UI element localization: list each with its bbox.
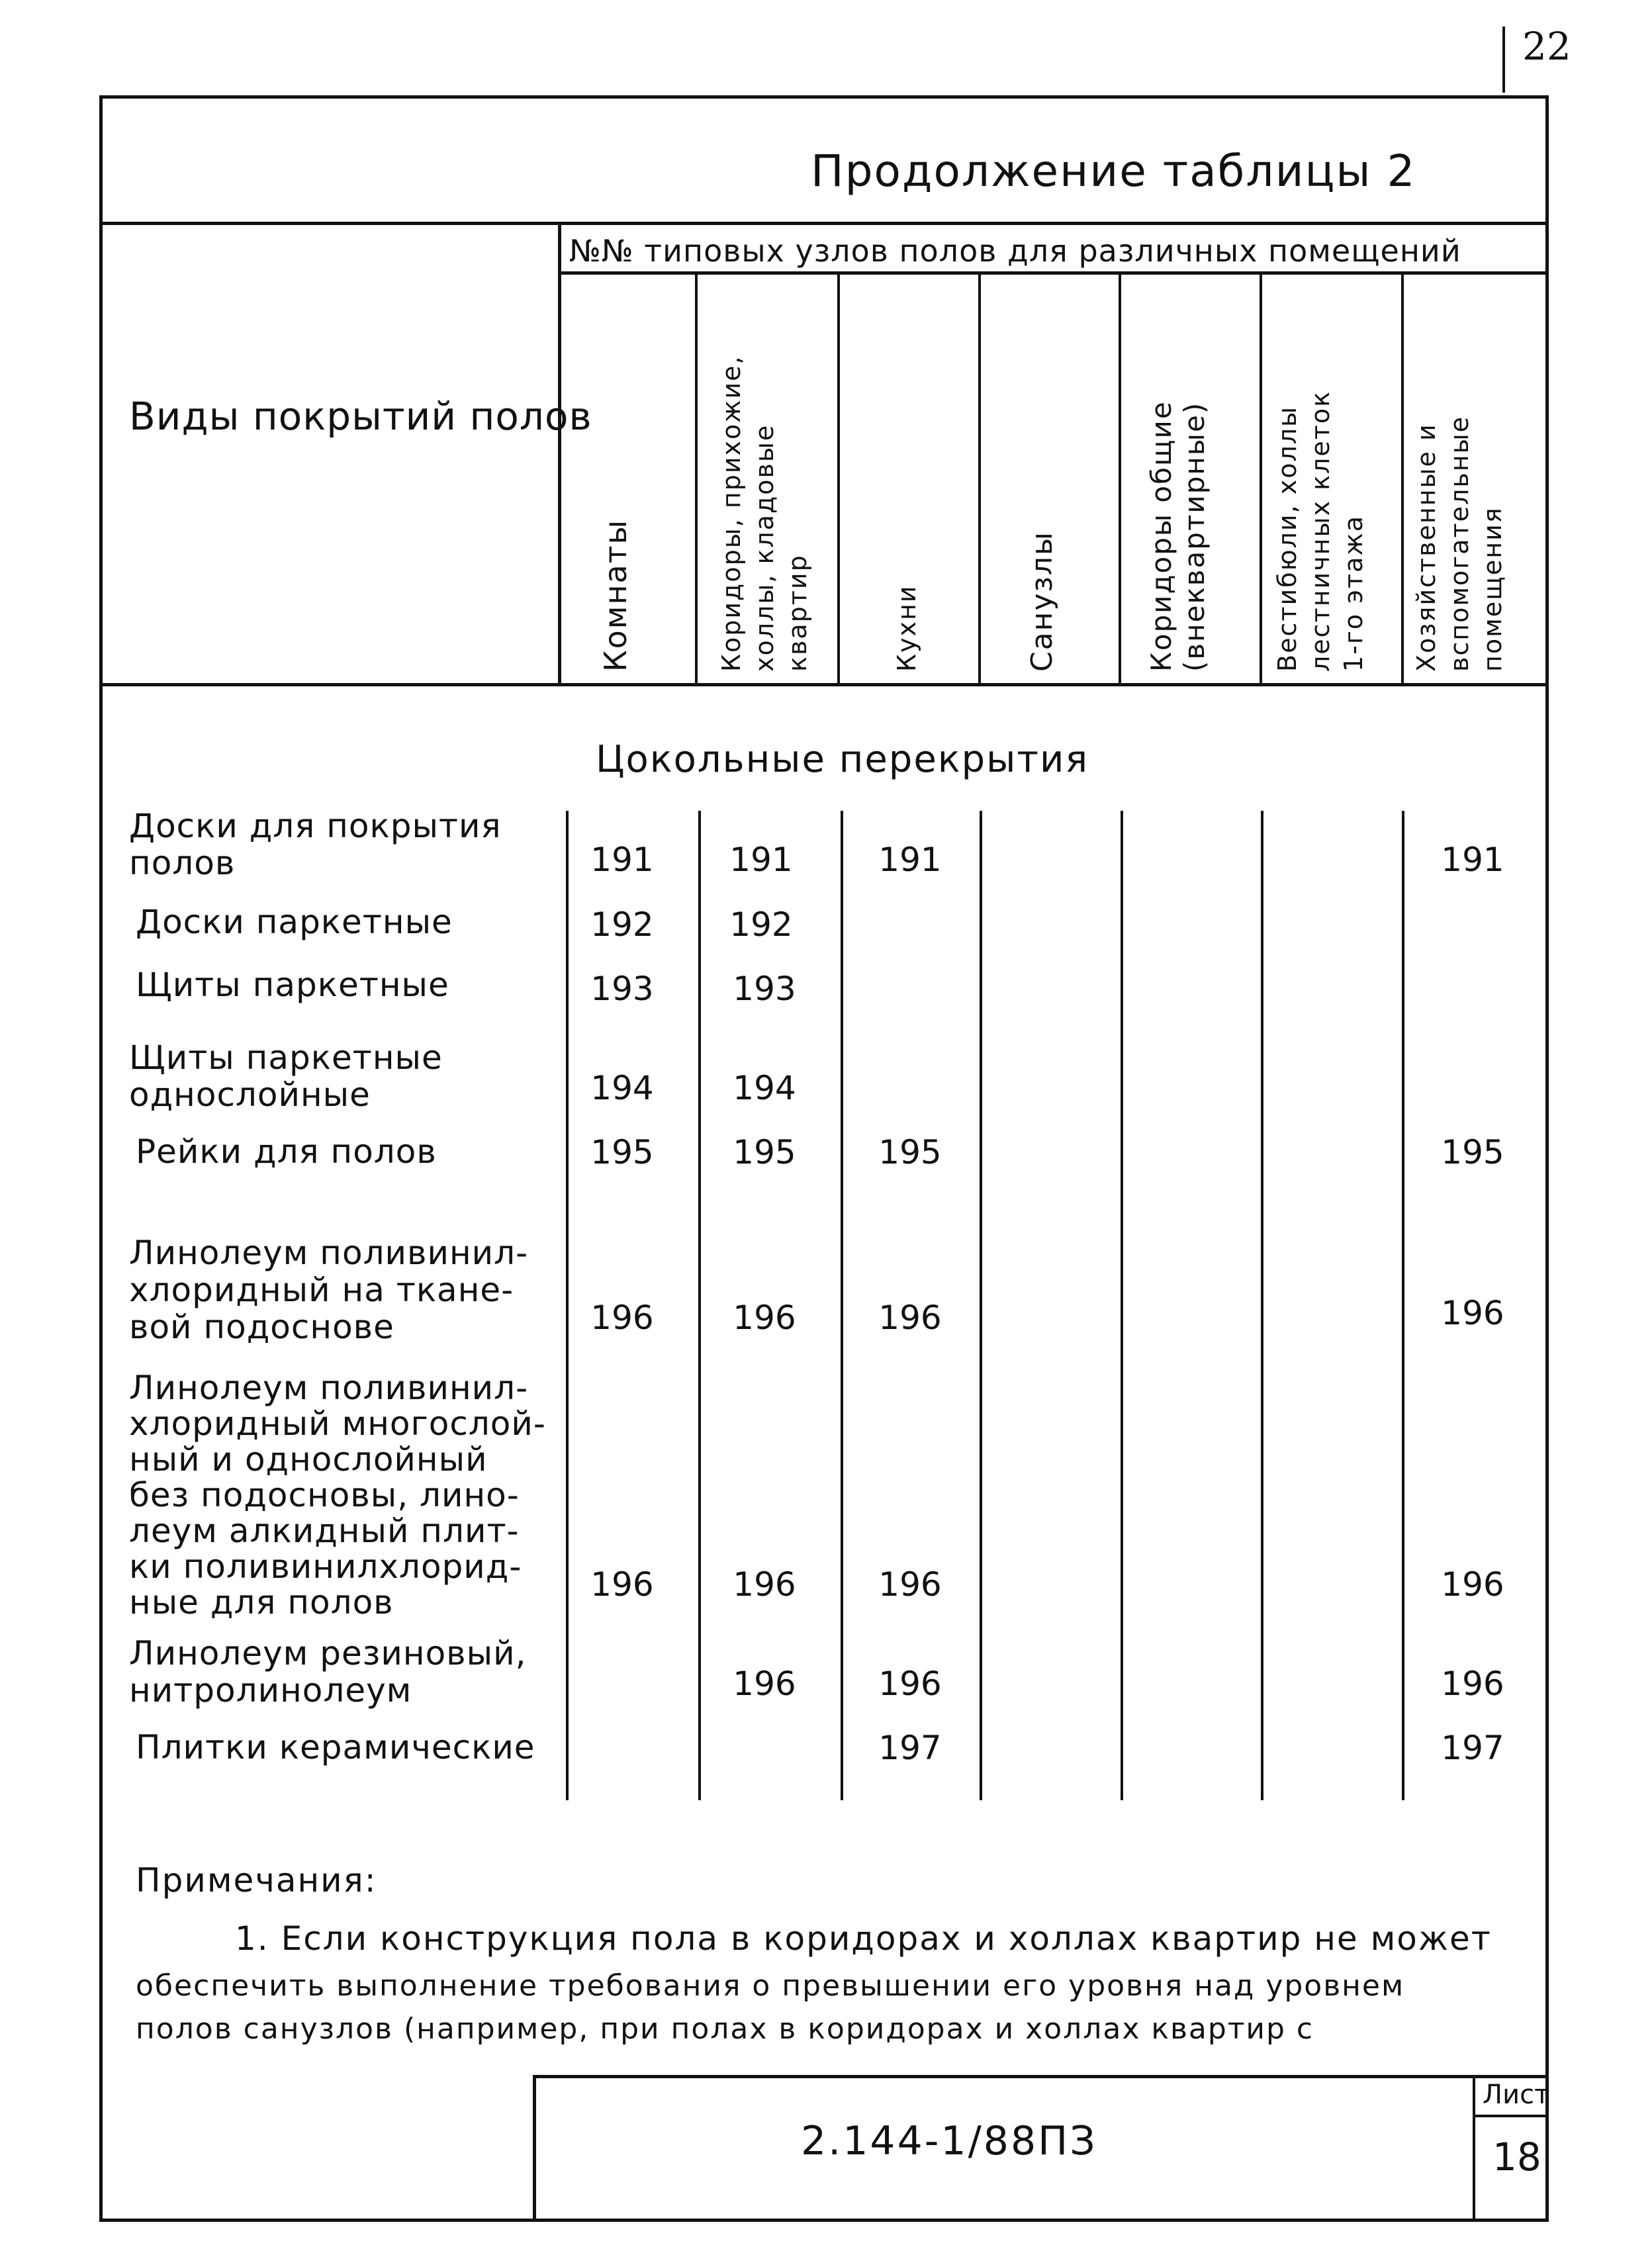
row-label-line: Щиты паркетные (129, 1038, 443, 1077)
stamp-sheet-divider (1473, 2075, 1475, 2221)
row-label-line: однослойные (129, 1076, 371, 1114)
page-number: 22 (1522, 24, 1571, 69)
table-row-label (129, 1635, 527, 1709)
table-row-label (129, 1039, 443, 1113)
col-header-utility-line3: помещения (1478, 506, 1507, 672)
table-cell: 196 (1441, 1565, 1504, 1604)
table-cell: 192 (729, 905, 793, 944)
sheet-number: 18 (1492, 2134, 1541, 2179)
table-cell: 196 (733, 1299, 796, 1337)
table-cell: 195 (1441, 1133, 1504, 1171)
table-caption: Продолжение таблицы 2 (811, 146, 1416, 197)
row-label-line: хлоридный на ткане- (129, 1271, 514, 1309)
table-cell: 191 (1441, 841, 1504, 879)
table-row-label (136, 1729, 535, 1766)
header-bottom-rule (99, 683, 1549, 686)
row-label-line: ные для полов (129, 1583, 394, 1622)
row-label-line: Доски паркетные (136, 903, 453, 941)
table-cell: 196 (733, 1665, 796, 1703)
row-label-line: Линолеум резиновый, (129, 1634, 527, 1673)
body-col-divider-1 (698, 811, 701, 1800)
col-header-kitchens (890, 585, 923, 672)
row-label-line: ный и однослойный (129, 1440, 488, 1479)
sheet-label: Лист (1483, 2080, 1550, 2110)
col-header-corridors-line3: квартир (783, 554, 812, 672)
body-col-divider-5 (1261, 811, 1263, 1800)
body-col-divider-2 (841, 811, 843, 1800)
row-label-line: Рейки для полов (136, 1132, 437, 1171)
note-line: полов санузлов (например, при полах в коридорах и холлах квартир с (136, 2012, 1314, 2046)
caption-bottom-rule (99, 222, 1549, 225)
table-cell: 196 (878, 1665, 942, 1703)
table-row-label (129, 1234, 528, 1346)
col-header-lobbies-line1: Вестибюли, холлы (1273, 405, 1302, 672)
table-cell: 193 (590, 970, 654, 1008)
stamp-top-rule (533, 2075, 1549, 2078)
col-divider-3 (978, 271, 981, 685)
table-cell: 196 (878, 1565, 942, 1604)
table-cell: 196 (1441, 1294, 1504, 1332)
col-header-lobbies-line3: 1-го этажа (1339, 515, 1368, 672)
notes-title: Примечания: (136, 1861, 377, 1900)
body-col-divider-0 (566, 811, 569, 1800)
col-divider-5 (1260, 271, 1262, 685)
col-header-lobbies (1271, 390, 1370, 672)
row-label-line: вой подоснове (129, 1308, 394, 1346)
col-header-corridors-line2: холлы, кладовые (750, 424, 779, 672)
table-cell: 197 (1441, 1729, 1504, 1767)
row-label-line: хлоридный многослой- (129, 1404, 546, 1443)
col-header-corridors-line1: Коридоры, прихожие, (717, 355, 746, 672)
row-label-line: ки поливинилхлорид- (129, 1547, 522, 1586)
table-cell: 195 (733, 1133, 796, 1171)
row-label-line: полов (129, 844, 236, 882)
stamp-left-rule (533, 2075, 536, 2221)
row-label-line: без подосновы, лино- (129, 1476, 520, 1514)
col-divider-2 (837, 271, 840, 685)
table-cell: 194 (733, 1069, 796, 1107)
col-header-bathrooms (1026, 531, 1059, 672)
body-col-divider-6 (1402, 811, 1404, 1800)
table-cell: 196 (878, 1299, 942, 1337)
group-header: №№ типовых узлов полов для различных помещений (569, 233, 1461, 269)
row-label-line: Линолеум поливинил- (129, 1234, 529, 1272)
table-cell: 193 (733, 970, 796, 1008)
table-cell: 196 (1441, 1665, 1504, 1703)
col-header-utility (1410, 416, 1509, 672)
table-cell: 196 (590, 1565, 654, 1604)
table-cell: 195 (590, 1133, 654, 1171)
group-header-rule (558, 271, 1549, 275)
table-cell: 196 (733, 1565, 796, 1604)
table-cell: 194 (590, 1069, 654, 1107)
col-header-utility-line1: Хозяйственные и (1412, 423, 1441, 672)
col-header-common-corridors-line2: (внеквартирные) (1178, 401, 1211, 672)
table-row-label (129, 807, 502, 882)
col-header-utility-line2: вспомогательные (1445, 416, 1474, 672)
note-line: 1. Если конструкция пола в коридорах и холлах квартир не может (235, 1919, 1492, 1958)
col-header-kitchens-text: Кухни (892, 584, 921, 672)
page-number-divider (1502, 26, 1505, 93)
col-header-rooms (599, 519, 632, 672)
body-col-divider-3 (980, 811, 982, 1800)
row-label-line: Щиты паркетные (136, 966, 449, 1004)
col-header-common-corridors-line1: Коридоры общие (1145, 400, 1177, 672)
row-label-line: Плитки керамические (136, 1728, 535, 1766)
body-col-divider-4 (1121, 811, 1123, 1800)
col-header-lobbies-line2: лестничных клеток (1306, 390, 1335, 672)
col-header-common-corridors (1145, 400, 1211, 672)
stamp-sheet-rule (1473, 2115, 1549, 2117)
col-header-bathrooms-text: Санузлы (1025, 531, 1059, 672)
table-cell: 191 (590, 841, 654, 879)
document-code: 2.144-1/88ПЗ (801, 2118, 1097, 2164)
table-cell: 191 (729, 841, 793, 879)
table-cell: 196 (590, 1299, 654, 1337)
col-header-rooms-text: Комнаты (598, 519, 633, 672)
row-label-line: Линолеум поливинил- (129, 1369, 529, 1407)
frame-top (99, 95, 1549, 99)
table-row-label (136, 966, 449, 1003)
col-divider-6 (1401, 271, 1404, 685)
row-label-line: леум алкидный плит- (129, 1512, 520, 1550)
table-row-label (136, 1133, 437, 1170)
row-label-line: Доски для покрытия (129, 807, 502, 845)
row-header-divider (558, 222, 561, 685)
table-cell: 197 (878, 1729, 942, 1767)
table-cell: 192 (590, 905, 654, 944)
row-header: Виды покрытий полов (129, 394, 592, 439)
frame-left (99, 95, 103, 2221)
col-divider-1 (695, 271, 698, 685)
table-cell: 191 (878, 841, 942, 879)
table-row-label (129, 1370, 546, 1620)
frame-bottom (99, 2219, 1549, 2222)
section-title: Цокольные перекрытия (596, 738, 1089, 781)
row-label-line: нитролинолеум (129, 1671, 412, 1710)
note-line: обеспечить выполнение требования о превышении его уровня над уровнем (136, 1969, 1405, 2003)
table-cell: 195 (878, 1133, 942, 1171)
col-divider-4 (1119, 271, 1121, 685)
col-header-corridors (715, 355, 814, 672)
table-row-label (136, 903, 453, 940)
frame-right (1545, 95, 1549, 2221)
